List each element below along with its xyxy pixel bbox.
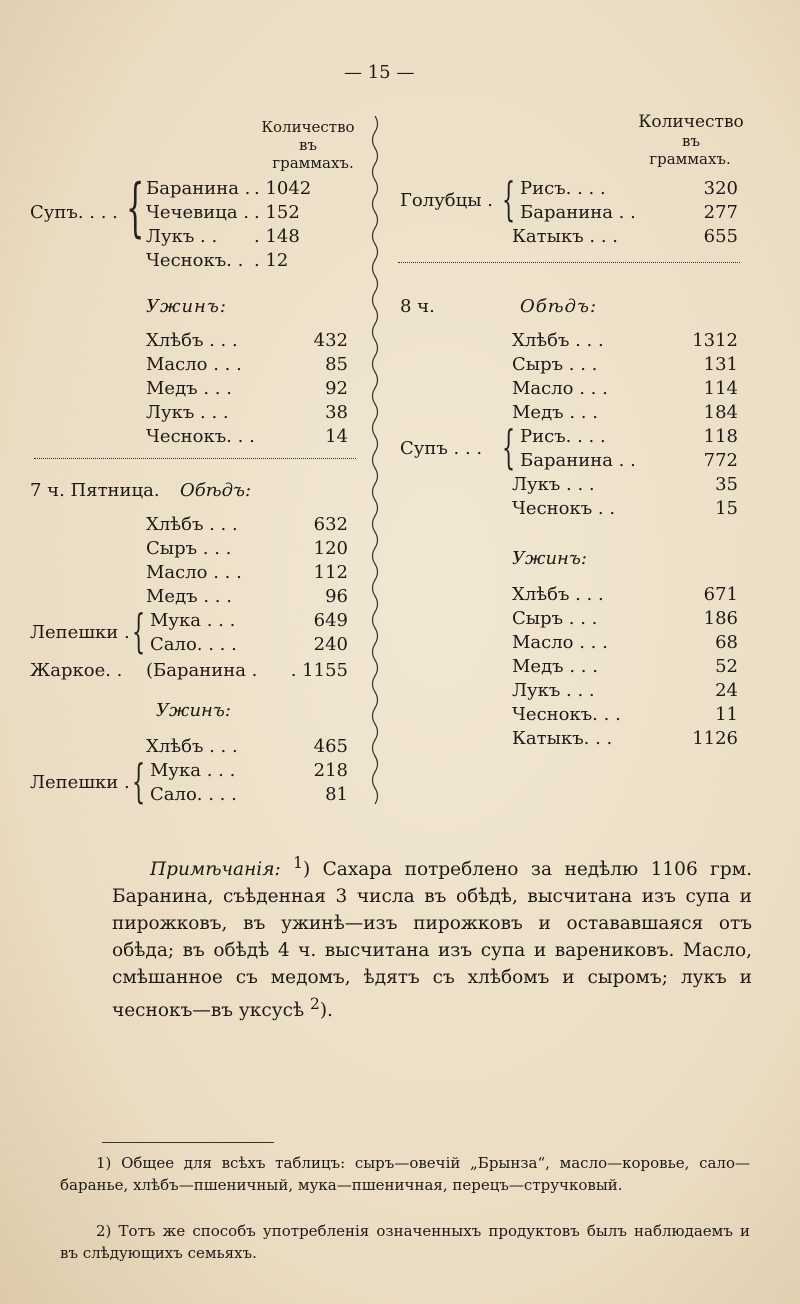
left-lepeshki2-brace: { <box>132 754 146 808</box>
row-value: 35 <box>715 474 738 495</box>
row-value: 186 <box>703 608 738 629</box>
left-friday-prefix: 7 ч. Пятница. <box>30 480 160 501</box>
right-golubtsy-label: Голубцы . <box>400 190 493 211</box>
row-name: Медъ . . . <box>146 378 232 399</box>
left-header-in: въ <box>299 136 317 154</box>
row-value: 1312 <box>692 330 738 351</box>
footnote-1-text: Общее для всѣхъ таблицъ: сыръ—овечій „Брынза“, масло—коровье, сало—баранье, хлѣбъ—пшеничный, мука—пшеничная, перецъ—стручковый. <box>60 1154 750 1194</box>
right-day8-title: Обѣдъ: <box>520 296 598 317</box>
row-value: 81 <box>325 784 348 805</box>
row-name: Сало. . . . <box>150 634 237 655</box>
left-soup-label: Супъ. . . . <box>30 202 118 223</box>
row-name: Лукъ . . . <box>512 474 595 495</box>
row-value: 1126 <box>692 728 738 749</box>
row-value: 772 <box>703 450 738 471</box>
right-supper-title: Ужинъ: <box>512 548 587 569</box>
row-name: Катыкъ . . . <box>512 226 618 247</box>
notes-end: ). <box>319 1000 333 1022</box>
left-roast-label: Жаркое. . <box>30 660 123 681</box>
row-value: . 152 <box>254 202 300 223</box>
left-lepeshki-label: Лепешки . <box>30 622 130 643</box>
row-name: Хлѣбъ . . . <box>146 330 238 351</box>
row-value: 277 <box>703 202 738 223</box>
row-name: Мука . . . <box>150 760 236 781</box>
left-supper1-title: Ужинъ: <box>146 296 227 317</box>
row-name: Чеснокъ. . <box>146 250 244 271</box>
row-name: Хлѣбъ . . . <box>146 514 238 535</box>
row-value: 14 <box>325 426 348 447</box>
footnote-2 <box>60 1220 750 1264</box>
right-day8-prefix: 8 ч. <box>400 296 435 317</box>
row-value: 96 <box>325 586 348 607</box>
row-name: Лукъ . . <box>146 226 218 247</box>
column-divider <box>368 116 382 810</box>
row-value: 131 <box>703 354 738 375</box>
footnote-1-mark: 1) <box>96 1154 112 1172</box>
row-name: Лукъ . . . <box>512 680 595 701</box>
left-header-quantity: Количество <box>261 118 355 136</box>
row-name: Рисъ. . . . <box>520 178 606 199</box>
row-value: 85 <box>325 354 348 375</box>
row-value: . 1155 <box>290 660 348 681</box>
left-lepeshki-brace: { <box>132 604 146 658</box>
row-value: 432 <box>313 330 348 351</box>
row-name: (Баранина . <box>146 660 258 681</box>
footnote-rule <box>102 1142 274 1143</box>
footnote-1 <box>60 1152 750 1196</box>
row-name: Сало. . . . <box>150 784 237 805</box>
row-value: 24 <box>715 680 738 701</box>
right-header-grams: граммахъ. <box>649 150 731 168</box>
row-value: 632 <box>313 514 348 535</box>
row-name: Баранина . . <box>520 202 636 223</box>
row-name: Чеснокъ. . . <box>146 426 255 447</box>
row-name: Мука . . . <box>150 610 236 631</box>
row-name: Чечевица . <box>146 202 249 223</box>
row-value: 11 <box>715 704 738 725</box>
row-name: Катыкъ. . . <box>512 728 613 749</box>
left-supper2-title: Ужинъ: <box>156 700 231 721</box>
row-name: Сыръ . . . <box>146 538 232 559</box>
row-value: 68 <box>715 632 738 653</box>
row-name: Лукъ . . . <box>146 402 229 423</box>
row-name: Медъ . . . <box>512 402 598 423</box>
row-value: 92 <box>325 378 348 399</box>
row-value: . 1042 <box>254 178 312 199</box>
row-value: 649 <box>313 610 348 631</box>
right-dotted-divider <box>398 262 740 263</box>
row-value: 114 <box>703 378 738 399</box>
left-dotted-divider <box>34 458 356 459</box>
footnote-2-text: Тотъ же способъ употребленія означенныхъ продуктовъ былъ наблюдаемъ и въ слѣдующихъ семьяхъ. <box>60 1222 750 1262</box>
row-name: Масло . . . <box>146 562 242 583</box>
row-value: 52 <box>715 656 738 677</box>
row-value: 465 <box>313 736 348 757</box>
row-value: 120 <box>313 538 348 559</box>
row-value: 38 <box>325 402 348 423</box>
right-header-in: въ <box>682 132 700 150</box>
right-golubtsy-brace: { <box>502 172 516 226</box>
row-name: Сыръ . . . <box>512 354 598 375</box>
row-name: Баранина . <box>146 178 251 199</box>
notes-text: Сахара потреблено за недѣлю 1106 грм. Баранина, съѣденная 3 числа въ обѣдѣ, высчитана изъ супа и пирожковъ, въ ужинѣ—изъ пирожковъ и остававшаяся отъ обѣда; въ обѣдѣ 4 ч. высчитана изъ супа и варениковъ. Масло, смѣшанное съ медомъ, ѣдятъ съ хлѣбомъ и сыромъ; лукъ и чеснокъ—въ уксусѣ <box>112 859 752 1022</box>
row-value: 112 <box>313 562 348 583</box>
row-name: Сыръ . . . <box>512 608 598 629</box>
row-value: 671 <box>703 584 738 605</box>
footnote-2-mark: 2) <box>96 1222 112 1240</box>
row-name: Хлѣбъ . . . <box>512 330 604 351</box>
row-name: Рисъ. . . . <box>520 426 606 447</box>
row-value: . 148 <box>254 226 300 247</box>
row-name: Масло . . . <box>512 632 608 653</box>
left-lepeshki2-label: Лепешки . <box>30 772 130 793</box>
left-friday-title: Обѣдъ: <box>180 480 252 501</box>
row-name: Медъ . . . <box>146 586 232 607</box>
row-name: Хлѣбъ . . . <box>512 584 604 605</box>
right-header-quantity: Количество <box>638 112 744 132</box>
row-value: . 12 <box>254 250 289 271</box>
row-name: Чеснокъ. . . <box>512 704 621 725</box>
notes-end-sup: 2 <box>310 995 320 1014</box>
row-value: 184 <box>703 402 738 423</box>
row-value: 240 <box>313 634 348 655</box>
row-name: Медъ . . . <box>512 656 598 677</box>
left-header-grams: граммахъ. <box>272 154 354 172</box>
row-name: Масло . . . <box>146 354 242 375</box>
right-soup-label: Супъ . . . <box>400 438 483 459</box>
row-value: 655 <box>703 226 738 247</box>
left-soup-brace: { <box>126 171 145 245</box>
right-soup-brace: { <box>502 420 516 474</box>
row-value: 118 <box>703 426 738 447</box>
row-name: Баранина . . <box>520 450 636 471</box>
row-value: 320 <box>703 178 738 199</box>
row-value: 15 <box>715 498 738 519</box>
notes-label: Примѣчанія: <box>150 859 281 881</box>
row-value: 218 <box>313 760 348 781</box>
row-name: Масло . . . <box>512 378 608 399</box>
row-name: Чеснокъ . . <box>512 498 616 519</box>
row-name: Хлѣбъ . . . <box>146 736 238 757</box>
notes-sup: 1 <box>293 854 303 872</box>
notes-paragraph: Примѣчанія: $^1$) Сахара потреблено за недѣлю 1106 грм. Баранина, съѣденная 3 числа въ обѣдѣ, высчитана изъ супа и пирожковъ, въ ужинѣ—изъ пирожковъ и остававшаяся отъ обѣда; въ обѣдѣ 4 ч. высчитана изъ супа и варениковъ. Масло, смѣшанное съ медомъ, ѣдятъ съ хлѣбомъ и сыромъ; лукъ и чеснокъ—въ уксусѣ $^2$). <box>112 854 752 1022</box>
page-number: — 15 — <box>344 62 415 83</box>
